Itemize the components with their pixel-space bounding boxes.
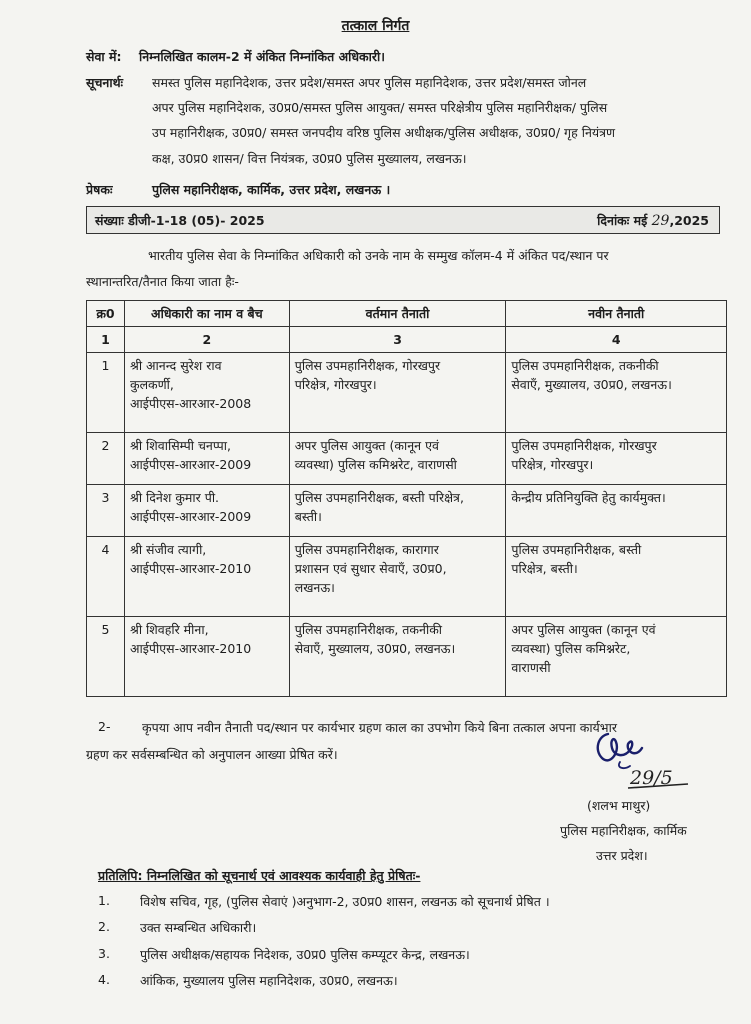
transfer-table (86, 300, 727, 697)
info-line: अपर पुलिस महानिदेशक, उ0प्र0/समस्त पुलिस आयुक्त/ समस्त परिक्षेत्रीय पुलिस महानिरीक्षक/ पुलिस (152, 100, 608, 115)
cell-line: पुलिस उपमहानिरीक्षक, कारागार (294, 542, 439, 557)
copy-item-num: 2. (98, 919, 110, 934)
date-year: ,2025 (669, 213, 709, 228)
signature-scribble (590, 722, 700, 802)
cell-line: पुलिस उपमहानिरीक्षक, तकनीकी (511, 358, 659, 373)
cell-line: आईपीएस-आरआर-2010 (129, 641, 252, 656)
row-sn: 2 (87, 433, 125, 485)
header-name: अधिकारी का नाम व बैच (124, 301, 289, 327)
cell-line: बस्ती। (294, 509, 322, 524)
copy-item-num: 1. (98, 893, 110, 908)
signature-date: 29/5 (630, 767, 673, 789)
para2-line: ग्रहण कर सर्वसम्बन्धित को अनुपालन आख्या प्रेषित करें। (86, 747, 338, 762)
row-name (124, 353, 289, 433)
copy-item-text: आंकिक, मुख्यालय पुलिस महानिदेशक, उ0प्र0, लखनऊ। (140, 973, 398, 988)
cell-line: परिक्षेत्र, गोरखपुर। (294, 377, 377, 392)
from-text: पुलिस महानिरीक्षक, कार्मिक, उत्तर प्रदेश, लखनऊ । (152, 182, 391, 197)
to-label: सेवा में: (86, 49, 122, 64)
cell-line: व्यवस्था) पुलिस कमिश्नरेट, (511, 641, 631, 656)
header-current: वर्तमान तैनाती (289, 301, 506, 327)
para2-line: कृपया आप नवीन तैनाती पद/स्थान पर कार्यभार ग्रहण काल का उपभोग किये बिना तत्काल अपना कार्यभार (142, 720, 617, 735)
info-label: सूचनार्थः (86, 75, 124, 90)
signatory-state: उत्तर प्रदेश। (596, 848, 648, 863)
table-row (87, 617, 727, 697)
cell-line: श्री आनन्द सुरेश राव (129, 358, 222, 373)
cell-line: लखनऊ। (294, 580, 335, 595)
row-sn: 5 (87, 617, 125, 697)
reference-date (597, 212, 709, 229)
copy-item-text: पुलिस अधीक्षक/सहायक निदेशक, उ0प्र0 पुलिस कम्प्यूटर केन्द्र, लखनऊ। (140, 947, 470, 962)
signatory-name: (शलभ माथुर) (587, 798, 651, 813)
colnum: 1 (87, 327, 125, 353)
table-row (87, 485, 727, 537)
row-sn: 4 (87, 537, 125, 617)
copy-item-num: 3. (98, 946, 110, 961)
cell-line: श्री शिवहरि मीना, (129, 622, 209, 637)
reference-number: संख्याः डीजी-1-18 (05)- 2025 (95, 213, 265, 228)
row-name (124, 537, 289, 617)
cell-line: परिक्षेत्र, गोरखपुर। (511, 457, 594, 472)
signatory-designation: पुलिस महानिरीक्षक, कार्मिक (560, 823, 687, 838)
cell-line: पुलिस उपमहानिरीक्षक, तकनीकी (294, 622, 443, 637)
date-label: दिनांकः मई (597, 213, 648, 228)
row-name (124, 617, 289, 697)
to-text: निम्नलिखित कालम-2 में अंकित निम्नांकित अधिकारी। (139, 49, 385, 64)
cell-line: प्रशासन एवं सुधार सेवाएँ, उ0प्र0, (294, 561, 447, 576)
row-name (124, 433, 289, 485)
row-current (289, 617, 506, 697)
row-new (506, 353, 727, 433)
cell-line: पुलिस उपमहानिरीक्षक, गोरखपुर (511, 438, 657, 453)
cell-line: परिक्षेत्र, बस्ती। (511, 561, 578, 576)
row-new (506, 485, 727, 537)
row-current (289, 537, 506, 617)
cell-line: पुलिस उपमहानिरीक्षक, बस्ती (511, 542, 642, 557)
header-sn: क्र0 (87, 301, 125, 327)
colnum: 3 (289, 327, 506, 353)
reference-box (86, 206, 720, 234)
date-day: 29 (651, 213, 670, 229)
copy-item-text: उक्त सम्बन्धित अधिकारी। (140, 920, 257, 935)
cell-line: श्री शिवासिम्पी चनप्पा, (129, 438, 231, 453)
table-row (87, 537, 727, 617)
cell-line: आईपीएस-आरआर-2008 (129, 396, 252, 411)
cell-line: व्यवस्था) पुलिस कमिश्नरेट, वाराणसी (294, 457, 457, 472)
cell-line: आईपीएस-आरआर-2009 (129, 457, 252, 472)
info-line: समस्त पुलिस महानिदेशक, उत्तर प्रदेश/समस्त अपर पुलिस महानिदेशक, उत्तर प्रदेश/समस्त जोनल (152, 75, 587, 90)
cell-line: आईपीएस-आरआर-2009 (129, 509, 252, 524)
cell-line: अपर पुलिस आयुक्त (कानून एवं (511, 622, 656, 637)
table-header-row (87, 301, 727, 327)
intro-line: भारतीय पुलिस सेवा के निम्नांकित अधिकारी को उनके नाम के सम्मुख कॉलम-4 में अंकित पद/स्थान पर (148, 248, 609, 263)
para2-num: 2- (98, 719, 111, 734)
table-colnum-row (87, 327, 727, 353)
cell-line: कुलकर्णी, (129, 377, 174, 392)
copy-item-text: विशेष सचिव, गृह, (पुलिस सेवाएं )अनुभाग-2, उ0प्र0 शासन, लखनऊ को सूचनार्थ प्रेषित । (140, 894, 550, 909)
cell-line: श्री दिनेश कुमार पी. (129, 490, 220, 505)
copy-heading: प्रतिलिपि: निम्नलिखित को सूचनार्थ एवं आवश्यक कार्यवाही हेतु प्रेषितः- (98, 868, 421, 883)
info-line: उप महानिरीक्षक, उ0प्र0/ समस्त जनपदीय वरिष्ठ पुलिस अधीक्षक/पुलिस अधीक्षक, उ0प्र0/ गृह नियंत्रण (152, 125, 616, 140)
colnum: 4 (506, 327, 727, 353)
header-new: नवीन तैनाती (506, 301, 727, 327)
row-new (506, 537, 727, 617)
colnum: 2 (124, 327, 289, 353)
cell-line: पुलिस उपमहानिरीक्षक, बस्ती परिक्षेत्र, (294, 490, 464, 505)
cell-line: पुलिस उपमहानिरीक्षक, गोरखपुर (294, 358, 441, 373)
cell-line: वाराणसी (511, 660, 551, 675)
row-current (289, 485, 506, 537)
cell-line: सेवाएँ, मुख्यालय, उ0प्र0, लखनऊ। (511, 377, 672, 392)
copy-item-num: 4. (98, 972, 110, 987)
table-row (87, 433, 727, 485)
from-label: प्रेषकः (86, 182, 113, 197)
row-current (289, 353, 506, 433)
cell-line: अपर पुलिस आयुक्त (कानून एवं (294, 438, 439, 453)
intro-line: स्थानान्तरित/तैनात किया जाता हैः- (86, 274, 239, 289)
cell-line: आईपीएस-आरआर-2010 (129, 561, 252, 576)
row-sn: 1 (87, 353, 125, 433)
cell-line: केन्द्रीय प्रतिनियुक्ति हेतु कार्यमुक्त। (511, 490, 666, 505)
row-name (124, 485, 289, 537)
info-line: कक्ष, उ0प्र0 शासन/ वित्त नियंत्रक, उ0प्र0 पुलिस मुख्यालय, लखनऊ। (152, 151, 467, 166)
cell-line: सेवाएँ, मुख्यालय, उ0प्र0, लखनऊ। (294, 641, 456, 656)
row-current (289, 433, 506, 485)
row-new (506, 617, 727, 697)
document-title: तत्काल निर्गत (341, 18, 410, 34)
row-sn: 3 (87, 485, 125, 537)
cell-line: श्री संजीव त्यागी, (129, 542, 207, 557)
table-row (87, 353, 727, 433)
row-new (506, 433, 727, 485)
signature-image (590, 722, 700, 802)
